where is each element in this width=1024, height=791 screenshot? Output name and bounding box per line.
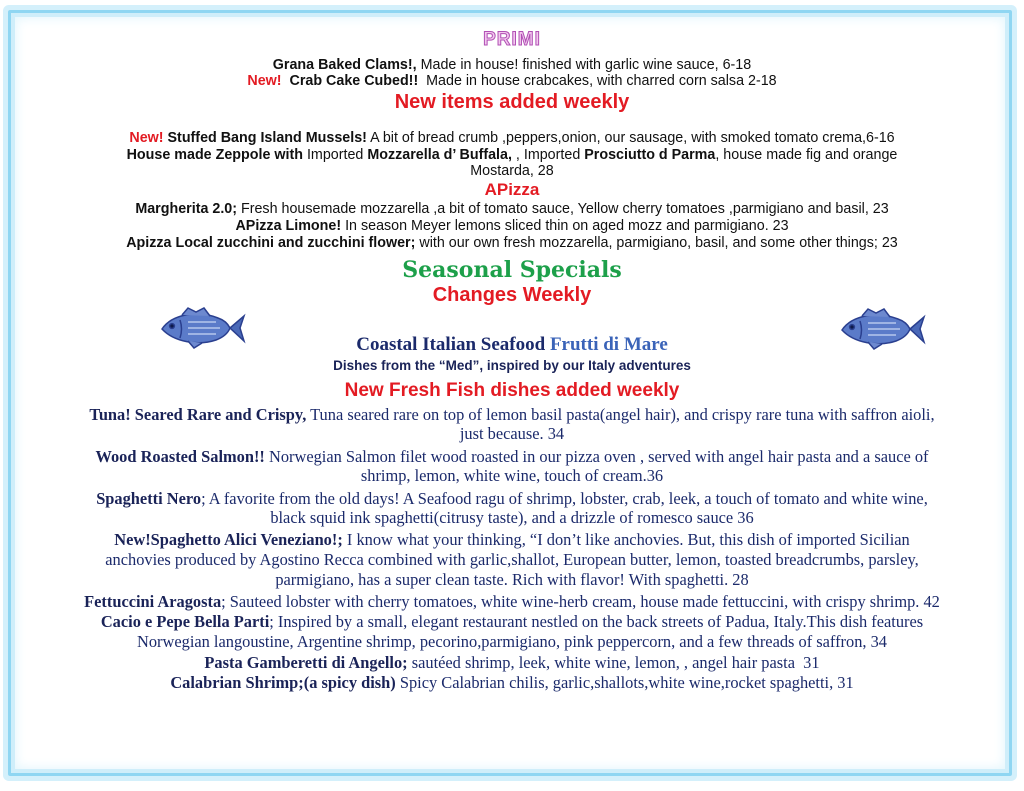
seafood-title: Coastal Italian Seafood Frutti di Mare xyxy=(356,334,668,355)
menu-item-zucchini: Apizza Local zucchini and zucchini flower; with our own fresh mozzarella, parmigiano, basil, and some other things; 23 xyxy=(126,235,898,251)
menu-item-alici-cont: anchovies produced by Agostino Recca combined with garlic,shallot, European butter, lemon, toasted breadcrumbs, parsley, xyxy=(105,550,919,569)
menu-item-nero-cont: black squid ink spaghetti(citrusy taste), and a drizzle of romesco sauce 36 xyxy=(270,508,754,527)
primi-title: PRIMI xyxy=(483,29,541,50)
menu-item-tuna: Tuna! Seared Rare and Crispy, Tuna seared rare on top of lemon basil pasta(angel hair), and crispy rare tuna with saffron aioli, xyxy=(89,405,935,424)
menu-item-salmon-cont: shrimp, lemon, white wine, touch of cream.36 xyxy=(360,466,664,485)
menu-item-nero: Spaghetti Nero; A favorite from the old days! A Seafood ragu of shrimp, lobster, crab, leek, a touch of tomato and white wine, xyxy=(96,489,928,508)
fresh-fish-weekly: New Fresh Fish dishes added weekly xyxy=(344,380,680,401)
menu-item-salmon: Wood Roasted Salmon!! Norwegian Salmon filet wood roasted in our pizza oven , served with angel hair pasta and a sauce of xyxy=(95,447,929,466)
seasonal-subtitle: Changes Weekly xyxy=(432,284,592,306)
menu-item-tuna-cont: just because. 34 xyxy=(459,424,565,443)
menu-item-alici-cont2: parmigiano, has a super clean taste. Rich with flavor! With spaghetti. 28 xyxy=(275,570,749,589)
primi-heading xyxy=(20,29,1004,51)
menu-item-mussels: New! Stuffed Bang Island Mussels! A bit of bread crumb ,peppers,onion, our sausage, with smoked tomato crema,6-16 xyxy=(129,130,895,146)
menu-item-aragosta: Fettuccini Aragosta; Sauteed lobster with cherry tomatoes, white wine-herb cream, house made fettuccini, with crispy shrimp. 42 xyxy=(84,592,940,611)
seafood-tagline: Dishes from the “Med”, inspired by our Italy adventures xyxy=(333,358,691,373)
menu-item-cacio-cont: Norwegian langoustine, Argentine shrimp, pecorino,parmigiano, pink peppercorn, and a few threads of saffron, 34 xyxy=(137,632,887,651)
menu-item-clams: Grana Baked Clams!, Made in house! finished with garlic wine sauce, 6-18 xyxy=(272,57,752,73)
menu-item-calabrian: Calabrian Shrimp;(a spicy dish) Spicy Calabrian chilis, garlic,shallots,white wine,rocket spaghetti, 31 xyxy=(170,673,854,692)
menu-item-zeppole: House made Zeppole with Imported Mozzarella d’ Buffala, , Imported Prosciutto d Parma, house made fig and orange xyxy=(126,147,898,163)
menu-item-margherita: Margherita 2.0; Fresh housemade mozzarella ,a bit of tomato sauce, Yellow cherry tomatoes ,parmigiano and basil, 23 xyxy=(135,201,889,217)
menu-item-gamberetti: Pasta Gamberetti di Angello; sautéed shrimp, leek, white wine, lemon, , angel hair pasta 31 xyxy=(204,653,820,672)
menu-item-limone: APizza Limone! In season Meyer lemons sliced thin on aged mozz and parmigiano. 23 xyxy=(235,218,789,234)
apizza-title: APizza xyxy=(484,180,540,199)
menu-item-alici: New!Spaghetto Alici Veneziano!; I know what your thinking, “I don’t like anchovies. But, this dish of imported Sicilian xyxy=(114,530,910,549)
menu-item-zeppole-cont: Mostarda, 28 xyxy=(470,163,554,179)
new-items-weekly: New items added weekly xyxy=(394,91,630,113)
menu-item-cacio: Cacio e Pepe Bella Parti; Inspired by a small, elegant restaurant nestled on the back streets of Padua, Italy.This dish features xyxy=(100,612,924,631)
seasonal-title: Seasonal Specials xyxy=(402,257,622,283)
menu-item-crab: New! Crab Cake Cubed!! Made in house crabcakes, with charred corn salsa 2-18 xyxy=(247,73,777,89)
